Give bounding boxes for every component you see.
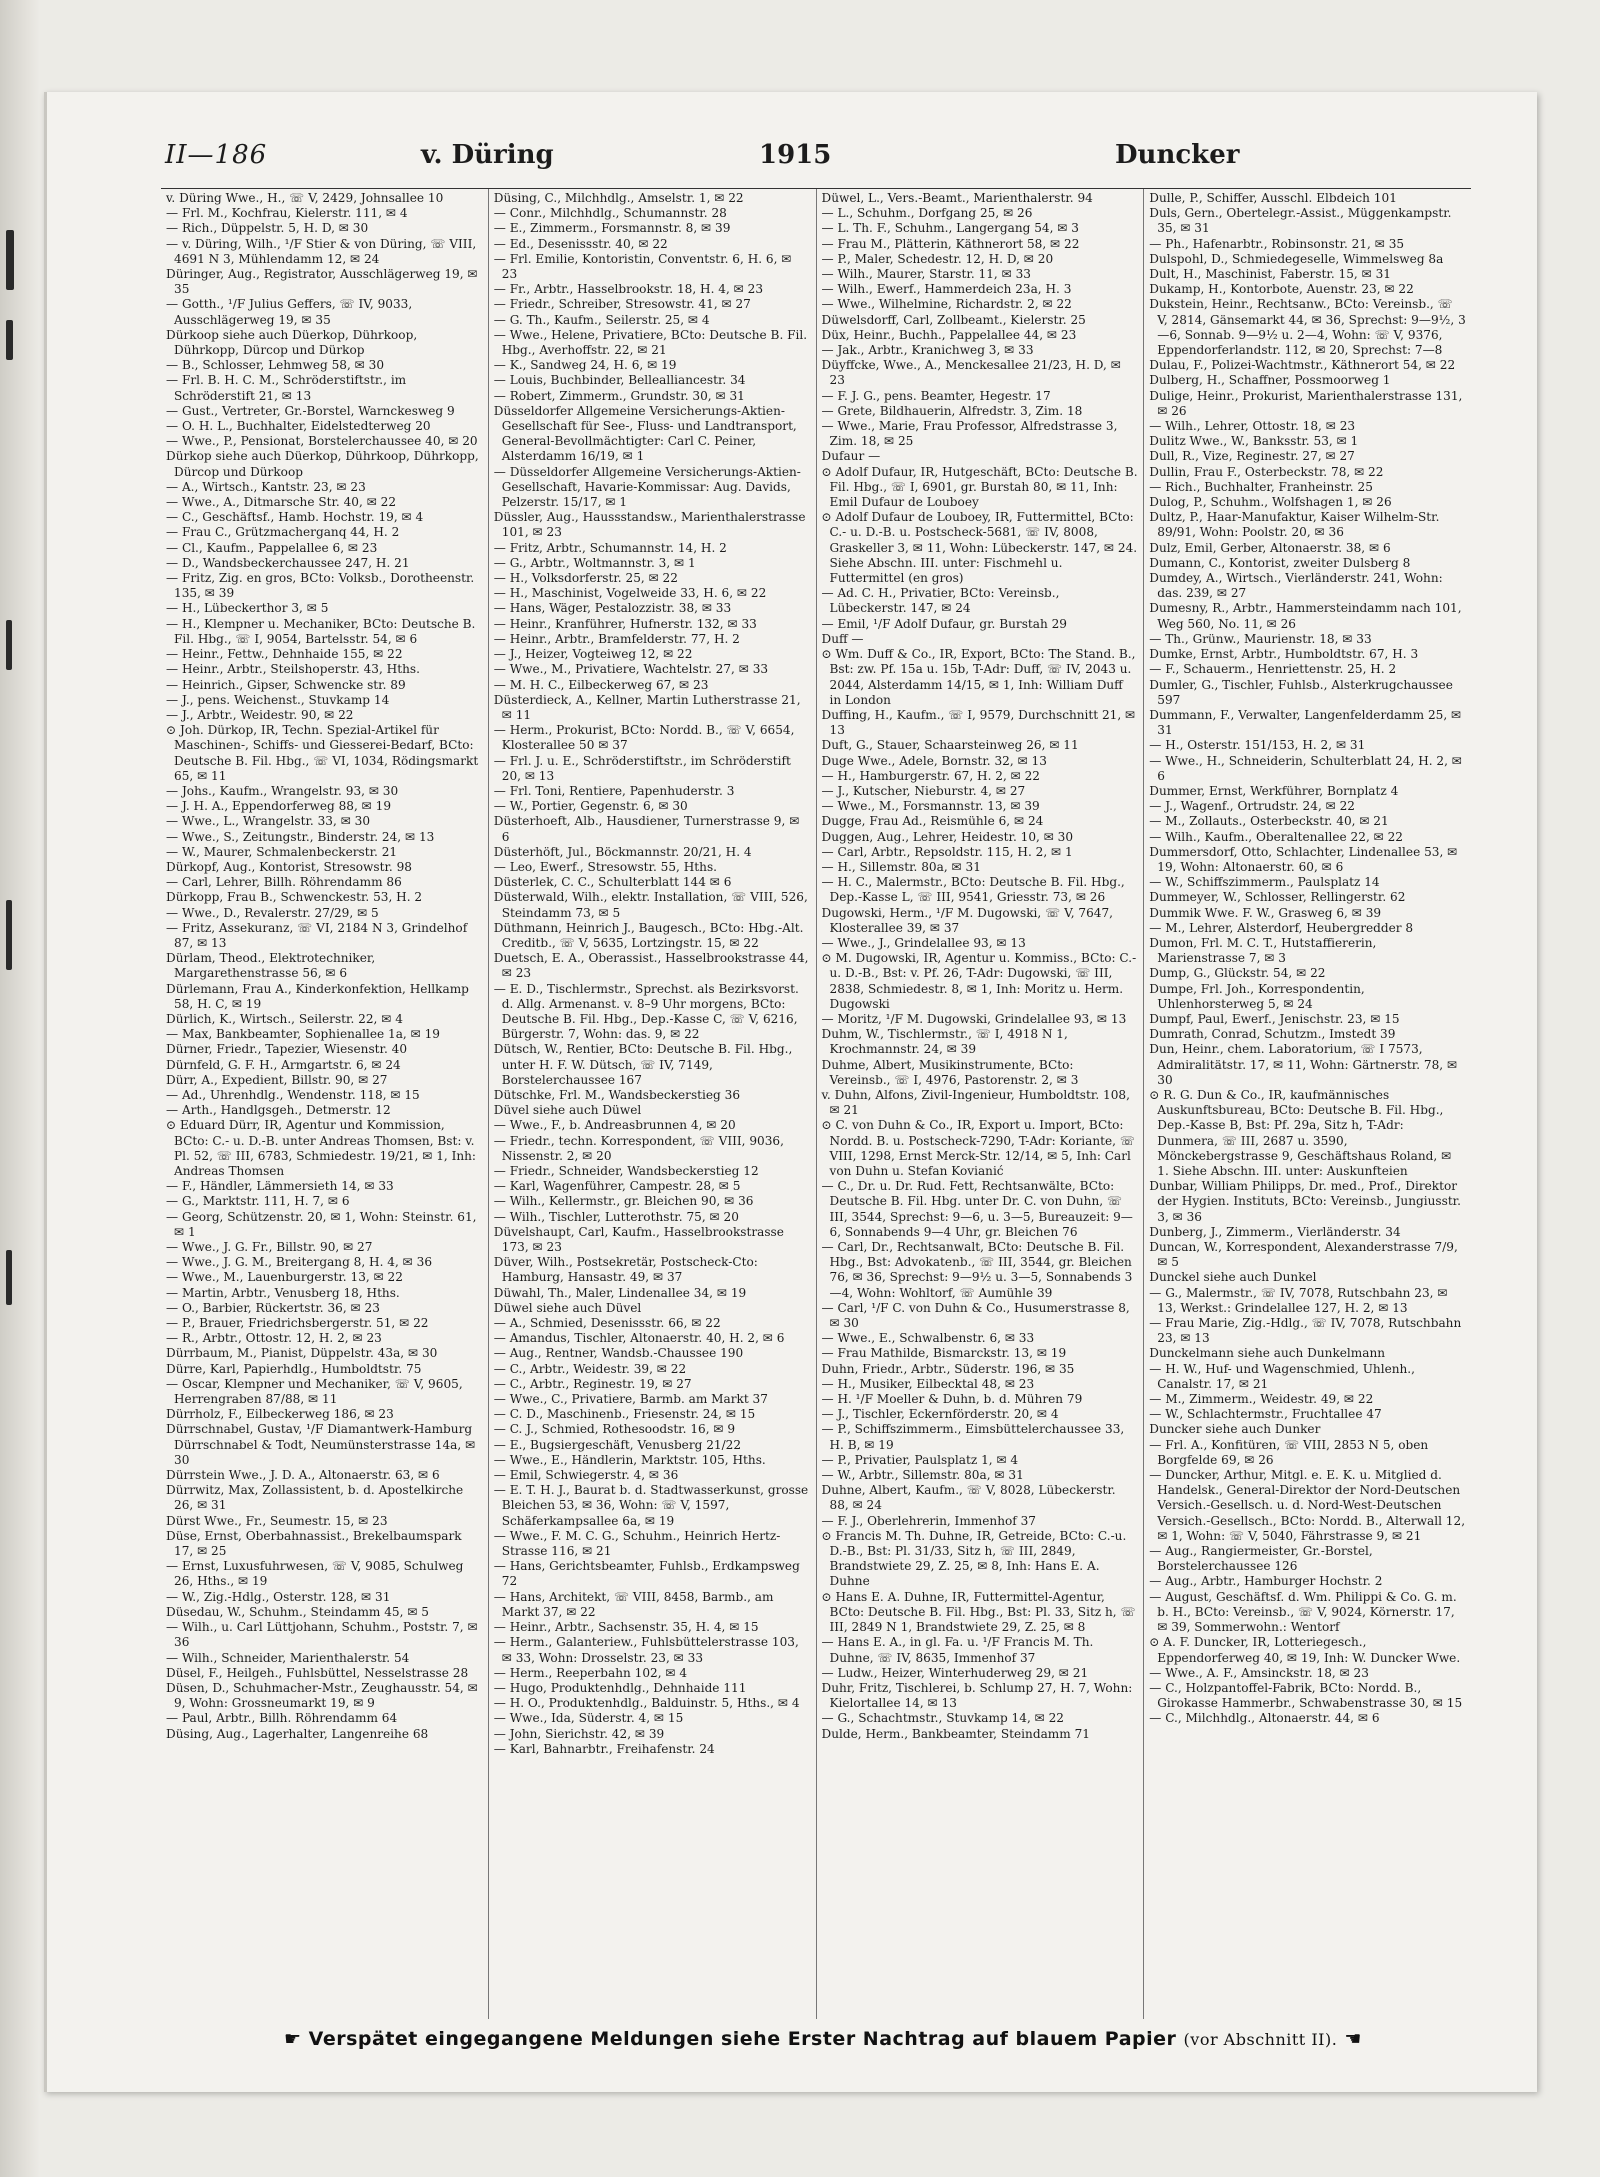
column-2 <box>489 189 817 2019</box>
directory-entry: — Ad., Uhrenhdlg., Wendenstr. 118, ✉ 15 <box>166 1087 420 1102</box>
binding-mark <box>6 1250 12 1305</box>
directory-entry: — Wwe., C., Privatiere, Barmb. am Markt 37 <box>493 1392 768 1407</box>
directory-entry: — Herm., Reeperbahn 102, ✉ 4 <box>493 1665 688 1680</box>
directory-entry: Düsing, C., Milchhdlg., Amselstr. 1, ✉ 22 <box>493 191 744 205</box>
directory-entry: ⊙ M. Dugowski, IR, Agentur u. Kommiss., BCto: C.- u. D.-B., Bst: v. Pf. 26, T-Adr: Dugowski, ☏ III, 2838, Schmiedestr. 8, ✉ 1, Inh: Moritz u. Herm. Dugowski <box>821 951 1137 1011</box>
directory-entry: Düwel siehe auch Düvel <box>493 1300 642 1315</box>
directory-entry: — Gust., Vertreter, Gr.-Borstel, Warnckesweg 9 <box>166 403 455 418</box>
directory-entry: Dürner, Friedr., Tapezier, Wiesenstr. 40 <box>166 1042 408 1057</box>
directory-entry: — v. Düring, Wilh., ¹/F Stier & von Düring, ☏ VIII, 4691 N 3, Mühlendamm 12, ✉ 24 <box>166 236 477 266</box>
directory-entry: v. Düring Wwe., H., ☏ V, 2429, Johnsallee 10 <box>166 191 444 205</box>
directory-entry: Dürlemann, Frau A., Kinderkonfektion, Hellkamp 58, H. C, ✉ 19 <box>166 981 469 1011</box>
directory-entry: — Amandus, Tischler, Altonaerstr. 40, H. 2, ✉ 6 <box>493 1331 785 1346</box>
directory-entry: Duhm, W., Tischlermstr., ☏ I, 4918 N 1, Krochmannstr. 24, ✉ 39 <box>821 1027 1068 1057</box>
directory-entry: Dürr, A., Expedient, Billstr. 90, ✉ 27 <box>166 1072 388 1087</box>
directory-entry: — Carl, ¹/F C. von Duhn & Co., Husumerstrasse 8, ✉ 30 <box>821 1300 1130 1331</box>
directory-entry: — B., Schlosser, Lehmweg 58, ✉ 30 <box>166 358 385 373</box>
directory-entry: Dulspohl, D., Schmiedegeselle, Wimmelsweg 8a <box>1149 251 1444 266</box>
directory-entry: — Oscar, Klempner und Mechaniker, ☏ V, 9605, Herrengraben 87/88, ✉ 11 <box>166 1376 463 1407</box>
directory-entry: — Wilh., Ewerf., Hammerdeich 23a, H. 3 <box>821 282 1072 297</box>
directory-entry: ⊙ Joh. Dürkop, IR, Techn. Spezial-Artikel für Maschinen-, Schiffs- und Giesserei-Bedarf, BCto: Deutsche B. Fil. Hbg., ☏ VI, 1034, Rödingsmarkt 65, ✉ 11 <box>166 723 479 783</box>
directory-entry: — F. J., Oberlehrerin, Immenhof 37 <box>821 1513 1036 1528</box>
directory-entry: — Martin, Arbtr., Venusberg 18, Hths. <box>166 1285 400 1300</box>
directory-entry: — H. O., Produktenhdlg., Balduinstr. 5, Hths., ✉ 4 <box>493 1696 800 1711</box>
directory-entry: Dunberg, J., Zimmerm., Vierländerstr. 34 <box>1149 1224 1401 1239</box>
directory-entry: Dummann, F., Verwalter, Langenfelderdamm 25, ✉ 31 <box>1149 707 1462 738</box>
directory-entry: — Hans, Architekt, ☏ VIII, 8458, Barmb., am Markt 37, ✉ 22 <box>493 1589 774 1619</box>
directory-entry: — Düsseldorfer Allgemeine Versicherungs-Aktien-Gesellschaft, Havarie-Kommissar: Aug. Davids, Pelzerstr. 15/17, ✉ 1 <box>493 464 801 510</box>
directory-entry: — Louis, Buchbinder, Bellealliancestr. 34 <box>493 373 746 388</box>
directory-entry: — J., Tischler, Eckernförderstr. 20, ✉ 4 <box>821 1407 1059 1422</box>
directory-entry: — H. ¹/F Moeller & Duhn, b. d. Mühren 79 <box>821 1392 1083 1407</box>
directory-entry: Duls, Gern., Obertelegr.-Assist., Müggenkampstr. 35, ✉ 31 <box>1149 206 1452 236</box>
directory-entry: — F. J. G., pens. Beamter, Hegestr. 17 <box>821 388 1051 403</box>
directory-entry: Duggen, Aug., Lehrer, Heidestr. 10, ✉ 30 <box>821 829 1074 844</box>
directory-entry: ⊙ R. G. Dun & Co., IR, kaufmännisches Auskunftsbureau, BCto: Deutsche B. Fil. Hbg., Dep.-Kasse B, Bst: Pf. 29a, Sitz h, T-Adr: Dunmera, ☏ III, 2687 u. 3590, Mönckebergstrasse 9, Geschäftshaus Roland, ✉ 1. Siehe Abschn. III. unter: Auskunfteien <box>1149 1087 1452 1178</box>
right-keyword: Duncker <box>1115 140 1240 170</box>
directory-entry: — Robert, Zimmerm., Grundstr. 30, ✉ 31 <box>493 388 745 403</box>
directory-entry: — C., Holzpantoffel-Fabrik, BCto: Nordd. B., Girokasse Hammerbr., Schwabenstrasse 30, ✉ 15 <box>1149 1680 1463 1711</box>
entry-columns <box>161 188 1471 2019</box>
year: 1915 <box>759 140 832 170</box>
directory-entry: Düthmann, Heinrich J., Baugesch., BCto: Hbg.-Alt. Creditb., ☏ V, 5635, Lortzingstr. 15, ✉ 22 <box>493 920 804 950</box>
directory-entry: — Wwe., M., Forsmannstr. 13, ✉ 39 <box>821 799 1040 814</box>
directory-entry: — Heinr., Kranführer, Hufnerstr. 132, ✉ 33 <box>493 616 757 631</box>
column-1 <box>161 189 489 2019</box>
directory-entry: Dürlam, Theod., Elektrotechniker, Margarethenstrasse 56, ✉ 6 <box>166 951 376 981</box>
directory-entry: Dürkopf, Aug., Kontorist, Stresowstr. 98 <box>166 859 412 874</box>
directory-entry: — Rich., Buchhalter, Franheinstr. 25 <box>1149 479 1373 494</box>
directory-entry: — Paul, Arbtr., Billh. Röhrendamm 64 <box>166 1711 398 1726</box>
directory-entry: Dürkopp, Frau B., Schwenckestr. 53, H. 2 <box>166 890 423 905</box>
directory-entry: — H. W., Huf- und Wagenschmied, Uhlenh., Canalstr. 17, ✉ 21 <box>1149 1361 1415 1391</box>
directory-entry: — Friedr., Schreiber, Stresowstr. 41, ✉ 27 <box>493 297 751 312</box>
directory-entry: Dumler, G., Tischler, Fuhlsb., Alsterkrugchaussee 597 <box>1149 677 1453 707</box>
directory-entry: Dumesny, R., Arbtr., Hammersteindamm nach 101, Weg 560, No. 11, ✉ 26 <box>1149 601 1462 631</box>
directory-entry: — G., Marktstr. 111, H. 7, ✉ 6 <box>166 1194 350 1209</box>
directory-entry: — H., Maschinist, Vogelweide 33, H. 6, ✉ 22 <box>493 586 767 601</box>
directory-entry: — Karl, Wagenführer, Campestr. 28, ✉ 5 <box>493 1179 741 1194</box>
directory-entry: ⊙ Eduard Dürr, IR, Agentur und Kommission, BCto: C.- u. D.-B. unter Andreas Thomsen, Bst: v. Pl. 52, ☏ III, 6783, Schmiedestr. 19/21, ✉ 1, Inh: Andreas Thomsen <box>166 1118 477 1178</box>
left-keyword: v. Düring <box>421 140 554 170</box>
directory-entry: — Grete, Bildhauerin, Alfredstr. 3, Zim. 18 <box>821 403 1083 418</box>
directory-entry: — J., Kutscher, Nieburstr. 4, ✉ 27 <box>821 783 1026 798</box>
directory-entry: — Frl. B. H. C. M., Schröderstiftstr., im Schröderstift 21, ✉ 13 <box>166 373 407 403</box>
directory-entry: — Frl. A., Konfitüren, ☏ VIII, 2853 N 5, oben Borgfelde 69, ✉ 26 <box>1149 1437 1429 1467</box>
directory-entry: — G., Malermstr., ☏ IV, 7078, Rutschbahn 23, ✉ 13, Werkst.: Grindelallee 127, H. 2, ✉ 13 <box>1149 1285 1448 1315</box>
directory-entry: Düsel, F., Heilgeh., Fuhlsbüttel, Nesselstrasse 28 <box>166 1665 469 1680</box>
directory-entry: — Aug., Arbtr., Hamburger Hochstr. 2 <box>1149 1574 1383 1589</box>
directory-entry: Dürrbaum, M., Pianist, Düppelstr. 43a, ✉ 30 <box>166 1346 438 1361</box>
directory-entry: — Wwe., F., b. Andreasbrunnen 4, ✉ 20 <box>493 1118 736 1133</box>
directory-entry: — Wwe., A. F., Amsinckstr. 18, ✉ 23 <box>1149 1665 1369 1680</box>
directory-entry: — Johs., Kaufm., Wrangelstr. 93, ✉ 30 <box>166 783 399 798</box>
directory-entry: — H., Hamburgerstr. 67, H. 2, ✉ 22 <box>821 768 1041 783</box>
directory-entry: — Wwe., J. G. M., Breitergang 8, H. 4, ✉ 36 <box>166 1255 433 1270</box>
directory-entry: — Frl. Emilie, Kontoristin, Conventstr. 6, H. 6, ✉ 23 <box>493 251 792 282</box>
page-number: II—186 <box>165 140 268 170</box>
directory-entry: — Wwe., D., Revalerstr. 27/29, ✉ 5 <box>166 905 379 920</box>
directory-entry: — Wilh., Lehrer, Ottostr. 18, ✉ 23 <box>1149 419 1356 434</box>
directory-entry: — Arth., Handlgsgeh., Detmerstr. 12 <box>166 1103 391 1118</box>
directory-entry: — Wilh., Tischler, Lutterothstr. 75, ✉ 20 <box>493 1209 739 1224</box>
directory-entry: — Emil, ¹/F Adolf Dufaur, gr. Burstah 29 <box>821 616 1067 631</box>
directory-entry: — Hans, Wäger, Pestalozzistr. 38, ✉ 33 <box>493 601 732 616</box>
directory-entry: Düse, Ernst, Oberbahnassist., Brekelbaumspark 17, ✉ 25 <box>166 1528 462 1559</box>
directory-entry: — Carl, Arbtr., Repsoldstr. 115, H. 2, ✉ 1 <box>821 844 1073 859</box>
directory-entry: — E. T. H. J., Baurat b. d. Stadtwasserkunst, grosse Bleichen 53, ✉ 36, Wohn: ☏ V, 1597, Schäferkampsallee 6a, ✉ 19 <box>493 1483 809 1528</box>
directory-entry: ⊙ Wm. Duff & Co., IR, Export, BCto: The Stand. B., Bst: zw. Pf. 15a u. 15b, T-Adr: Duff, ☏ IV, 2043 u. 2044, Alsterdamm 14/15, ✉ 1, Inh: William Duff in London <box>821 647 1136 707</box>
directory-entry: — Aug., Rentner, Wandsb.-Chaussee 190 <box>493 1346 744 1361</box>
directory-entry: — August, Geschäftsf. d. Wm. Philippi & Co. G. m. b. H., BCto: Vereinsb., ☏ V, 9024, Körnerstr. 17, ✉ 39, Sommerwohn.: Wentorf <box>1149 1589 1457 1635</box>
directory-entry: Düvelshaupt, Carl, Kaufm., Hasselbrookstrasse 173, ✉ 23 <box>493 1224 784 1255</box>
directory-entry: — P., Maler, Schedestr. 12, H. D, ✉ 20 <box>821 251 1054 266</box>
directory-entry: — H. C., Malermstr., BCto: Deutsche B. Fil. Hbg., Dep.-Kasse L, ☏ III, 9541, Griesstr. 73, ✉ 26 <box>821 875 1125 905</box>
directory-entry: — Fr., Arbtr., Hasselbrookstr. 18, H. 4, ✉ 23 <box>493 282 764 297</box>
directory-entry: — Carl, Dr., Rechtsanwalt, BCto: Deutsche B. Fil. Hbg., Bst: Advokatenb., ☏ III, 3544, gr. Bleichen 76, ✉ 36, Sprechst: 9—9½ u. 3—5, Sonnabends 3—4, Wohn: Wohltorf, ☏ Aumühle 39 <box>821 1240 1133 1300</box>
directory-entry: Düver, Wilh., Postsekretär, Postscheck-Cto: Hamburg, Hansastr. 49, ✉ 37 <box>493 1255 758 1285</box>
directory-entry: Dürrschnabel, Gustav, ¹/F Diamantwerk-Hamburg Dürrschnabel & Todt, Neumünsterstrasse 14a, ✉ 30 <box>166 1422 476 1467</box>
directory-entry: Düsedau, W., Schuhm., Steindamm 45, ✉ 5 <box>166 1604 429 1619</box>
directory-entry: — Wilh., u. Carl Lüttjohann, Schuhm., Poststr. 7, ✉ 36 <box>166 1620 478 1650</box>
directory-entry: — Wilh., Kaufm., Oberaltenallee 22, ✉ 22 <box>1149 829 1404 844</box>
directory-entry: — K., Sandweg 24, H. 6, ✉ 19 <box>493 358 677 373</box>
directory-entry: — Wwe., Helene, Privatiere, BCto: Deutsche B. Fil. Hbg., Averhoffstr. 22, ✉ 21 <box>493 327 808 358</box>
directory-entry: — M. H. C., Eilbeckerweg 67, ✉ 23 <box>493 677 709 692</box>
directory-entry: — Heinrich., Gipser, Schwencke str. 89 <box>166 677 406 692</box>
directory-entry: Düsterwald, Wilh., elektr. Installation, ☏ VIII, 526, Steindamm 73, ✉ 5 <box>493 890 808 920</box>
directory-entry: — W., Portier, Gegenstr. 6, ✉ 30 <box>493 799 688 814</box>
directory-entry: — M., Lehrer, Alsterdorf, Heubergredder 8 <box>1149 920 1414 935</box>
directory-entry: Dulde, Herm., Bankbeamter, Steindamm 71 <box>821 1726 1090 1741</box>
directory-entry: — W., Maurer, Schmalenbeckerstr. 21 <box>166 844 398 859</box>
directory-entry: — W., Arbtr., Sillemstr. 80a, ✉ 31 <box>821 1468 1024 1483</box>
directory-entry: — Wwe., L., Wrangelstr. 33, ✉ 30 <box>166 814 371 829</box>
directory-entry: Düsterdieck, A., Kellner, Martin Lutherstrasse 21, ✉ 11 <box>493 692 801 722</box>
directory-entry: — Duncker, Arthur, Mitgl. e. E. K. u. Mitglied d. Handelsk., General-Direktor der Nord-Deutschen Versich.-Gesellsch. u. d. Nord-West-Deutschen Versich.-Gesellsch., BCto: Nordd. B., Alterwall 12, ✉ 1, Wohn: ☏ V, 5040, Fährstrasse 9, ✉ 21 <box>1149 1468 1466 1543</box>
directory-entry: — Leo, Ewerf., Stresowstr. 55, Hths. <box>493 859 717 874</box>
directory-entry: — F., Händler, Lämmersieth 14, ✉ 33 <box>166 1179 394 1194</box>
directory-entry: — Hugo, Produktenhdlg., Dehnhaide 111 <box>493 1680 747 1695</box>
directory-entry: — Wwe., J. G. Fr., Billstr. 90, ✉ 27 <box>166 1240 373 1255</box>
notice-paren: (vor Abschnitt II). <box>1183 2030 1338 2049</box>
binding-mark <box>6 620 12 670</box>
directory-entry: — Wwe., E., Schwalbenstr. 6, ✉ 33 <box>821 1331 1035 1346</box>
directory-entry: Düyffcke, Wwe., A., Menckesallee 21/23, H. D, ✉ 23 <box>821 358 1121 388</box>
directory-entry: — Heinr., Arbtr., Steilshoperstr. 43, Hths. <box>166 662 420 677</box>
directory-entry: — Friedr., techn. Korrespondent, ☏ VIII, 9036, Nissenstr. 2, ✉ 20 <box>493 1133 784 1163</box>
directory-entry: Düssler, Aug., Haussstandsw., Marienthalerstrasse 101, ✉ 23 <box>493 510 806 540</box>
directory-entry: — M., Zimmerm., Weidestr. 49, ✉ 22 <box>1149 1392 1374 1407</box>
directory-entry: Dürkop siehe auch Düerkop, Dührkoop, Dührkopp, Dürcop und Dürkoop <box>166 449 479 479</box>
directory-entry: — Wwe., H., Schneiderin, Schulterblatt 24, H. 2, ✉ 6 <box>1149 753 1462 783</box>
directory-entry: ⊙ C. von Duhn & Co., IR, Export u. Import, BCto: Nordd. B. u. Postscheck-7290, T-Adr: Koriante, ☏ VIII, 1298, Ernst Merck-Str. 12/14, ✉ 5, Inh: Carl von Duhn u. Stefan Kovianić <box>821 1118 1135 1178</box>
directory-entry: Dulle, P., Schiffer, Ausschl. Elbdeich 101 <box>1149 191 1397 205</box>
directory-entry: Duffing, H., Kaufm., ☏ I, 9579, Durchschnitt 21, ✉ 13 <box>821 707 1136 738</box>
directory-entry: Düsseldorfer Allgemeine Versicherungs-Aktien-Gesellschaft für See-, Fluss- und Landtransport, General-Bevollmächtigter: Carl C. Peiner, Alsterdamm 16/19, ✉ 1 <box>493 403 797 464</box>
directory-entry: Düsing, Aug., Lagerhalter, Langenreihe 68 <box>166 1726 429 1741</box>
directory-entry: — H., Musiker, Eilbecktal 48, ✉ 23 <box>821 1376 1035 1391</box>
directory-entry: Dütschke, Frl. M., Wandsbeckerstieg 36 <box>493 1087 741 1102</box>
directory-entry: — Wwe., Marie, Frau Professor, Alfredstrasse 3, Zim. 18, ✉ 25 <box>821 419 1118 449</box>
directory-entry: ⊙ Francis M. Th. Duhne, IR, Getreide, BCto: C.-u. D.-B., Bst: Pl. 31/33, Sitz h, ☏ III, 2849, Brandstwiete 29, Z. 25, ✉ 8, Inh: Hans E. A. Duhne <box>821 1528 1127 1589</box>
directory-entry: — H., Osterstr. 151/153, H. 2, ✉ 31 <box>1149 738 1366 753</box>
directory-entry: — Gotth., ¹/F Julius Geffers, ☏ IV, 9033, Ausschlägerweg 19, ✉ 35 <box>166 297 413 327</box>
directory-entry: Dürkoop siehe auch Düerkop, Dührkoop, Dührkopp, Dürcop und Dürkop <box>166 327 418 358</box>
directory-entry: — P., Schiffszimmerm., Eimsbüttelerchaussee 33, H. B, ✉ 19 <box>821 1422 1125 1452</box>
directory-entry: — J., Heizer, Vogteiweg 12, ✉ 22 <box>493 647 693 662</box>
directory-entry: — Wwe., Wilhelmine, Richardstr. 2, ✉ 22 <box>821 297 1072 312</box>
binding-mark <box>6 320 13 360</box>
directory-entry: — Wwe., Ida, Süderstr. 4, ✉ 15 <box>493 1711 684 1726</box>
directory-entry: Duge Wwe., Adele, Bornstr. 32, ✉ 13 <box>821 753 1047 768</box>
directory-entry: Dufaur — <box>821 449 881 464</box>
directory-entry: — P., Brauer, Friedrichsbergerstr. 51, ✉ 22 <box>166 1316 429 1331</box>
directory-entry: — L., Schuhm., Dorfgang 25, ✉ 26 <box>821 206 1033 221</box>
directory-entry: Duft, G., Stauer, Schaarsteinweg 26, ✉ 11 <box>821 738 1079 753</box>
directory-entry: Dulau, F., Polizei-Wachtmstr., Käthnerort 54, ✉ 22 <box>1149 358 1456 373</box>
directory-entry: — Wwe., P., Pensionat, Borstelerchaussee 40, ✉ 20 <box>166 434 478 449</box>
directory-entry: — Ed., Desenissstr. 40, ✉ 22 <box>493 236 668 251</box>
directory-entry: Dumann, C., Kontorist, zweiter Dulsberg 8 <box>1149 555 1411 570</box>
directory-entry: Dugowski, Herm., ¹/F M. Dugowski, ☏ V, 7647, Klosterallee 39, ✉ 37 <box>821 905 1114 935</box>
directory-entry: — Frl. Toni, Rentiere, Papenhuderstr. 3 <box>493 783 735 798</box>
directory-entry: — Heinr., Arbtr., Bramfelderstr. 77, H. 2 <box>493 631 740 646</box>
directory-entry: Dumon, Frl. M. C. T., Hutstaffiererin, Marienstrasse 7, ✉ 3 <box>1149 935 1377 966</box>
binding-mark <box>6 230 14 290</box>
directory-entry: — E. D., Tischlermstr., Sprechst. als Bezirksvorst. d. Allg. Armenanst. v. 8–9 Uhr morgens, BCto: Deutsche B. Fil. Hbg., Dep.-Kasse C, ☏ V, 6216, Bürgerstr. 7, Wohn: das. 9, ✉ 22 <box>493 981 799 1042</box>
directory-entry: — H., Klempner u. Mechaniker, BCto: Deutsche B. Fil. Hbg., ☏ I, 9054, Bartelsstr. 54, ✉ 6 <box>166 616 476 646</box>
directory-entry: Dürre, Karl, Papierhdlg., Humboldtstr. 75 <box>166 1361 422 1376</box>
directory-entry: — Wwe., S., Zeitungstr., Binderstr. 24, ✉ 13 <box>166 829 435 844</box>
directory-entry: — C., Arbtr., Reginestr. 19, ✉ 27 <box>493 1376 692 1391</box>
directory-entry: Dürst Wwe., Fr., Seumestr. 15, ✉ 23 <box>166 1513 388 1528</box>
book-binding <box>0 0 40 2177</box>
directory-entry: — Herm., Prokurist, BCto: Nordd. B., ☏ V, 6654, Klosterallee 50 ✉ 37 <box>493 723 795 753</box>
directory-entry: Dulberg, H., Schaffner, Possmoorweg 1 <box>1149 373 1391 388</box>
directory-entry: Dukamp, H., Kontorbote, Auenstr. 23, ✉ 22 <box>1149 282 1414 297</box>
directory-entry: — Max, Bankbeamter, Sophienallee 1a, ✉ 19 <box>166 1027 440 1042</box>
directory-entry: Duetsch, E. A., Oberassist., Hasselbrookstrasse 44, ✉ 23 <box>493 951 809 981</box>
directory-entry: — Wwe., M., Privatiere, Wachtelstr. 27, ✉ 33 <box>493 662 769 677</box>
directory-entry: — Frl. M., Kochfrau, Kielerstr. 111, ✉ 4 <box>166 206 408 221</box>
directory-entry: Dürnfeld, G. F. H., Armgartstr. 6, ✉ 24 <box>166 1057 401 1072</box>
directory-entry: Dukstein, Heinr., Rechtsanw., BCto: Vereinsb., ☏ V, 2814, Gänsemarkt 44, ✉ 36, Sprechst: 9—9½, 3—6, Sonnab. 9—9½ u. 2—4, Wohn: ☏ V, 9376, Eppendorferlandstr. 112, ✉ 20, Sprechst: 7—8 <box>1149 297 1466 358</box>
directory-entry: — O., Barbier, Rückertstr. 36, ✉ 23 <box>166 1300 380 1315</box>
directory-entry: Dunbar, William Philipps, Dr. med., Prof., Direktor der Hygien. Instituts, BCto: Vereinsb., Jungiusstr. 3, ✉ 36 <box>1149 1179 1461 1224</box>
directory-entry: — J., Arbtr., Weidestr. 90, ✉ 22 <box>166 707 354 722</box>
directory-entry: Dummersdorf, Otto, Schlachter, Lindenallee 53, ✉ 19, Wohn: Altonaerstr. 60, ✉ 6 <box>1149 844 1458 874</box>
notice-text: ☛ Verspätet eingegangene Meldungen siehe Erster Nachtrag auf blauem Papier <box>284 2028 1177 2050</box>
directory-entry: — E., Zimmerm., Forsmannstr. 8, ✉ 39 <box>493 221 731 236</box>
directory-entry: Duhne, Albert, Kaufm., ☏ V, 8028, Lübeckerstr. 88, ✉ 24 <box>821 1483 1116 1513</box>
directory-entry: Düwelsdorff, Carl, Zollbeamt., Kielerstr. 25 <box>821 312 1086 327</box>
directory-entry: — Conr., Milchhdlg., Schumannstr. 28 <box>493 206 727 221</box>
directory-entry: — Cl., Kaufm., Pappelallee 6, ✉ 23 <box>166 540 378 555</box>
directory-entry: — Ad. C. H., Privatier, BCto: Vereinsb., Lübeckerstr. 147, ✉ 24 <box>821 586 1060 616</box>
directory-entry: — M., Zollauts., Osterbeckstr. 40, ✉ 21 <box>1149 814 1389 829</box>
directory-entry: Dultz, P., Haar-Manufaktur, Kaiser Wilhelm-Str. 89/91, Wohn: Poolstr. 20, ✉ 36 <box>1149 510 1440 540</box>
directory-entry: Duhn, Friedr., Arbtr., Süderstr. 196, ✉ 35 <box>821 1361 1075 1376</box>
directory-entry: Dulige, Heinr., Prokurist, Marienthalerstrasse 131, ✉ 26 <box>1149 388 1463 418</box>
directory-entry: — A., Wirtsch., Kantstr. 23, ✉ 23 <box>166 479 366 494</box>
directory-entry: — H., Volksdorferstr. 25, ✉ 22 <box>493 571 678 586</box>
directory-entry: Dürrwitz, Max, Zollassistent, b. d. Apostelkirche 26, ✉ 31 <box>166 1483 464 1513</box>
directory-entry: — F., Schauerm., Henriettenstr. 25, H. 2 <box>1149 662 1397 677</box>
directory-entry: Düringer, Aug., Registrator, Ausschlägerweg 19, ✉ 35 <box>166 267 478 297</box>
directory-entry: — Moritz, ¹/F M. Dugowski, Grindelallee 93, ✉ 13 <box>821 1011 1127 1026</box>
directory-entry: — Wwe., M., Lauenburgerstr. 13, ✉ 22 <box>166 1270 403 1285</box>
directory-entry: — G., Arbtr., Woltmannstr. 3, ✉ 1 <box>493 555 696 570</box>
directory-entry: ⊙ Adolf Dufaur de Louboey, IR, Futtermittel, BCto: C.- u. D.-B. u. Postscheck-5681, ☏ IV, 8008, Graskeller 3, ✉ 11, Wohn: Lübeckerstr. 147, ✉ 24. Siehe Abschn. III. unter: Fischmehl u. Futtermittel (en gros) <box>821 510 1138 586</box>
directory-entry: — Fritz, Arbtr., Schumannstr. 14, H. 2 <box>493 540 727 555</box>
directory-entry: — C. D., Maschinenb., Friesenstr. 24, ✉ 15 <box>493 1407 756 1422</box>
footer-notice <box>173 2028 1473 2050</box>
directory-entry: v. Duhn, Alfons, Zivil-Ingenieur, Humboldtstr. 108, ✉ 21 <box>821 1087 1130 1118</box>
directory-entry: Dun, Heinr., chem. Laboratorium, ☏ I 7573, Admiralitätstr. 17, ✉ 11, Wohn: Gärtnerstr. 78, ✉ 30 <box>1149 1042 1458 1087</box>
directory-entry: Dunckelmann siehe auch Dunkelmann <box>1149 1346 1386 1361</box>
directory-entry: — Hans E. A., in gl. Fa. u. ¹/F Francis M. Th. Duhne, ☏ IV, 8635, Immenhof 37 <box>821 1635 1094 1665</box>
directory-entry: — W., Schiffszimmerm., Paulsplatz 14 <box>1149 875 1380 890</box>
directory-entry: Duhr, Fritz, Tischlerei, b. Schlump 27, H. 7, Wohn: Kielortallee 14, ✉ 13 <box>821 1680 1133 1711</box>
directory-entry: — H., Sillemstr. 80a, ✉ 31 <box>821 859 981 874</box>
directory-entry: — G. Th., Kaufm., Seilerstr. 25, ✉ 4 <box>493 312 710 327</box>
directory-entry: — R., Arbtr., Ottostr. 12, H. 2, ✉ 23 <box>166 1331 382 1346</box>
directory-entry: — Frau C., Grützmacherganq 44, H. 2 <box>166 525 400 540</box>
directory-entry: — Frau M., Plätterin, Käthnerort 58, ✉ 22 <box>821 236 1080 251</box>
directory-entry: — G., Schachtmstr., Stuvkamp 14, ✉ 22 <box>821 1711 1065 1726</box>
directory-entry: — Fritz, Zig. en gros, BCto: Volksb., Dorotheenstr. 135, ✉ 39 <box>166 571 475 601</box>
directory-entry: ⊙ Hans E. A. Duhne, IR, Futtermittel-Agentur, BCto: Deutsche B. Fil. Hbg., Bst: Pl. 33, Sitz h, ☏ III, 2849 N 1, Brandstwiete 29, Z. 25, ✉ 8 <box>821 1589 1136 1635</box>
directory-entry: — Jak., Arbtr., Kranichweg 3, ✉ 33 <box>821 343 1034 358</box>
directory-entry: — Georg, Schützenstr. 20, ✉ 1, Wohn: Steinstr. 61, ✉ 1 <box>166 1209 477 1239</box>
directory-entry: — J., pens. Weichenst., Stuvkamp 14 <box>166 692 390 707</box>
directory-entry: — C. J., Schmied, Rothesoodstr. 16, ✉ 9 <box>493 1422 736 1437</box>
directory-entry: Dulitz Wwe., W., Banksstr. 53, ✉ 1 <box>1149 434 1359 449</box>
directory-entry: Dumke, Ernst, Arbtr., Humboldtstr. 67, H. 3 <box>1149 647 1419 662</box>
column-3 <box>817 189 1145 2019</box>
directory-entry: — Karl, Bahnarbtr., Freihafenstr. 24 <box>493 1741 715 1756</box>
directory-entry: — Frau Marie, Zig.-Hdlg., ☏ IV, 7078, Rutschbahn 23, ✉ 13 <box>1149 1316 1462 1346</box>
page-header <box>47 140 1537 178</box>
directory-entry: — Frau Mathilde, Bismarckstr. 13, ✉ 19 <box>821 1346 1067 1361</box>
directory-entry: — Wilh., Kellermstr., gr. Bleichen 90, ✉ 36 <box>493 1194 754 1209</box>
directory-entry: — Ph., Hafenarbtr., Robinsonstr. 21, ✉ 35 <box>1149 236 1405 251</box>
directory-entry: — A., Schmied, Desenissstr. 66, ✉ 22 <box>493 1316 721 1331</box>
directory-entry: — Rich., Düppelstr. 5, H. D, ✉ 30 <box>166 221 369 236</box>
directory-entry: — Hans, Gerichtsbeamter, Fuhlsb., Erdkampsweg 72 <box>493 1559 800 1589</box>
directory-entry: — Heinr., Fettw., Dehnhaide 155, ✉ 22 <box>166 647 403 662</box>
directory-entry: — W., Schlachtermstr., Fruchtallee 47 <box>1149 1407 1382 1422</box>
directory-entry: Duff — <box>821 631 864 646</box>
directory-entry: — Wwe., A., Ditmarsche Str. 40, ✉ 22 <box>166 495 397 510</box>
directory-entry: — J. H. A., Eppendorferweg 88, ✉ 19 <box>166 799 392 814</box>
directory-entry: Dumpe, Frl. Joh., Korrespondentin, Uhlenhorsterweg 5, ✉ 24 <box>1149 981 1365 1011</box>
directory-entry: Dumrath, Conrad, Schutzm., Imstedt 39 <box>1149 1027 1396 1042</box>
directory-entry: — C., Dr. u. Dr. Rud. Fett, Rechtsanwälte, BCto: Deutsche B. Fil. Hbg. unter Dr. C. von Duhn, ☏ III, 3544, Sprechst: 9—6, u. 3—5, Bureauzeit: 9—6, Sonnabends 9—4 Uhr, gr. Bleichen 76 <box>821 1179 1133 1239</box>
directory-entry: ⊙ A. F. Duncker, IR, Lotteriegesch., Eppendorferweg 40, ✉ 19, Inh: W. Duncker Wwe. <box>1149 1635 1461 1665</box>
directory-entry: — Wwe., E., Händlerin, Marktstr. 105, Hths. <box>493 1452 766 1467</box>
directory-entry: Dürrstein Wwe., J. D. A., Altonaerstr. 63, ✉ 6 <box>166 1468 440 1483</box>
directory-entry: Duhme, Albert, Musikinstrumente, BCto: Vereinsb., ☏ I, 4976, Pastorenstr. 2, ✉ 3 <box>821 1057 1079 1087</box>
directory-entry: — J., Wagenf., Ortrudstr. 24, ✉ 22 <box>1149 799 1356 814</box>
directory-entry: Dütsch, W., Rentier, BCto: Deutsche B. Fil. Hbg., unter H. F. W. Dütsch, ☏ IV, 7149, Borstelerchaussee 167 <box>493 1042 793 1087</box>
directory-entry: Duncker siehe auch Dunker <box>1149 1422 1321 1437</box>
directory-entry: Düwel, L., Vers.-Beamt., Marienthalerstr. 94 <box>821 191 1093 205</box>
binding-mark <box>6 900 12 970</box>
directory-entry: — C., Milchhdlg., Altonaerstr. 44, ✉ 6 <box>1149 1711 1380 1726</box>
directory-entry: Dumpf, Paul, Ewerf., Jenischstr. 23, ✉ 15 <box>1149 1011 1400 1026</box>
column-4 <box>1144 189 1471 2019</box>
directory-entry: Düsterhoeft, Alb., Hausdiener, Turnerstrasse 9, ✉ 6 <box>493 814 800 844</box>
directory-entry: — C., Arbtr., Weidestr. 39, ✉ 22 <box>493 1361 687 1376</box>
directory-entry: — L. Th. F., Schuhm., Langergang 54, ✉ 3 <box>821 221 1079 236</box>
directory-entry: Dulz, Emil, Gerber, Altonaerstr. 38, ✉ 6 <box>1149 540 1391 555</box>
directory-entry: — H., Lübeckerthor 3, ✉ 5 <box>166 601 329 616</box>
directory-entry: — Fritz, Assekuranz, ☏ VI, 2184 N 3, Grindelhof 87, ✉ 13 <box>166 920 468 950</box>
directory-page <box>44 92 1537 2092</box>
directory-entry: — Carl, Lehrer, Billh. Röhrendamm 86 <box>166 875 402 890</box>
directory-entry: — Wilh., Schneider, Marienthalerstr. 54 <box>166 1650 410 1665</box>
directory-entry: — Ernst, Luxusfuhrwesen, ☏ V, 9085, Schulweg 26, Hths., ✉ 19 <box>166 1559 464 1589</box>
directory-entry: Dürlich, K., Wirtsch., Seilerstr. 22, ✉ 4 <box>166 1011 403 1026</box>
directory-entry: — O. H. L., Buchhalter, Eidelstedterweg 20 <box>166 419 431 434</box>
directory-entry: — Emil, Schwiegerstr. 4, ✉ 36 <box>493 1468 679 1483</box>
pointing-hand-icon: ☚ <box>1344 2028 1362 2050</box>
directory-entry: Dummik Wwe. F. W., Grasweg 6, ✉ 39 <box>1149 905 1382 920</box>
directory-entry: Düx, Heinr., Buchh., Pappelallee 44, ✉ 23 <box>821 327 1077 342</box>
directory-entry: Düwahl, Th., Maler, Lindenallee 34, ✉ 19 <box>493 1285 747 1300</box>
directory-entry: Dullin, Frau F., Osterbeckstr. 78, ✉ 22 <box>1149 464 1384 479</box>
directory-entry: — W., Zig.-Hdlg., Osterstr. 128, ✉ 31 <box>166 1589 391 1604</box>
directory-entry: Dump, G., Glückstr. 54, ✉ 22 <box>1149 966 1326 981</box>
directory-entry: — Wwe., J., Grindelallee 93, ✉ 13 <box>821 935 1026 950</box>
directory-entry: Dumdey, A., Wirtsch., Vierländerstr. 241, Wohn: das. 239, ✉ 27 <box>1149 571 1443 601</box>
directory-entry: — P., Privatier, Paulsplatz 1, ✉ 4 <box>821 1452 1019 1467</box>
directory-entry: Düsen, D., Schuhmacher-Mstr., Zeughausstr. 54, ✉ 9, Wohn: Grossneumarkt 19, ✉ 9 <box>166 1680 478 1711</box>
directory-entry: Dummer, Ernst, Werkführer, Bornplatz 4 <box>1149 783 1399 798</box>
directory-entry: Duncan, W., Korrespondent, Alexanderstrasse 7/9, ✉ 5 <box>1149 1240 1458 1270</box>
directory-entry: — Th., Grünw., Maurienstr. 18, ✉ 33 <box>1149 631 1372 646</box>
directory-entry: Dull, R., Vize, Reginestr. 27, ✉ 27 <box>1149 449 1355 464</box>
directory-entry: Dult, H., Maschinist, Faberstr. 15, ✉ 31 <box>1149 267 1391 282</box>
directory-entry: Dulog, P., Schuhm., Wolfshagen 1, ✉ 26 <box>1149 495 1392 510</box>
directory-entry: Düsterhöft, Jul., Böckmannstr. 20/21, H. 4 <box>493 844 752 859</box>
directory-entry: Dürrholz, F., Eilbeckerweg 186, ✉ 23 <box>166 1407 394 1422</box>
directory-entry: ⊙ Adolf Dufaur, IR, Hutgeschäft, BCto: Deutsche B. Fil. Hbg., ☏ I, 6901, gr. Burstah 80, ✉ 11, Inh: Emil Dufaur de Louboey <box>821 464 1138 510</box>
directory-entry: — D., Wandsbeckerchaussee 247, H. 21 <box>166 555 410 570</box>
directory-entry: — Ludw., Heizer, Winterhuderweg 29, ✉ 21 <box>821 1665 1089 1680</box>
directory-entry: — Herm., Galanteriew., Fuhlsbüttelerstrasse 103, ✉ 33, Wohn: Drosselstr. 23, ✉ 33 <box>493 1635 799 1665</box>
directory-entry: Dugge, Frau Ad., Reismühle 6, ✉ 24 <box>821 814 1044 829</box>
directory-entry: — Friedr., Schneider, Wandsbeckerstieg 12 <box>493 1164 759 1178</box>
directory-entry: — Wwe., F. M. C. G., Schuhm., Heinrich Hertz-Strasse 116, ✉ 21 <box>493 1528 781 1559</box>
directory-entry: — Aug., Rangiermeister, Gr.-Borstel, Borstelerchaussee 126 <box>1149 1544 1373 1574</box>
directory-entry: Dunckel siehe auch Dunkel <box>1149 1270 1317 1285</box>
directory-entry: Dummeyer, W., Schlosser, Rellingerstr. 62 <box>1149 890 1406 905</box>
directory-entry: — C., Geschäftsf., Hamb. Hochstr. 19, ✉ 4 <box>166 510 424 525</box>
directory-entry: Düsterlek, C. C., Schulterblatt 144 ✉ 6 <box>493 875 732 890</box>
directory-entry: — Wilh., Maurer, Starstr. 11, ✉ 33 <box>821 267 1031 282</box>
directory-entry: — Frl. J. u. E., Schröderstiftstr., im Schröderstift 20, ✉ 13 <box>493 753 791 783</box>
directory-entry: — E., Bugsiergeschäft, Venusberg 21/22 <box>493 1437 742 1452</box>
directory-entry: — Heinr., Arbtr., Sachsenstr. 35, H. 4, ✉ 15 <box>493 1620 759 1635</box>
directory-entry: Düvel siehe auch Düwel <box>493 1103 642 1118</box>
directory-entry: — John, Sierichstr. 42, ✉ 39 <box>493 1726 665 1741</box>
